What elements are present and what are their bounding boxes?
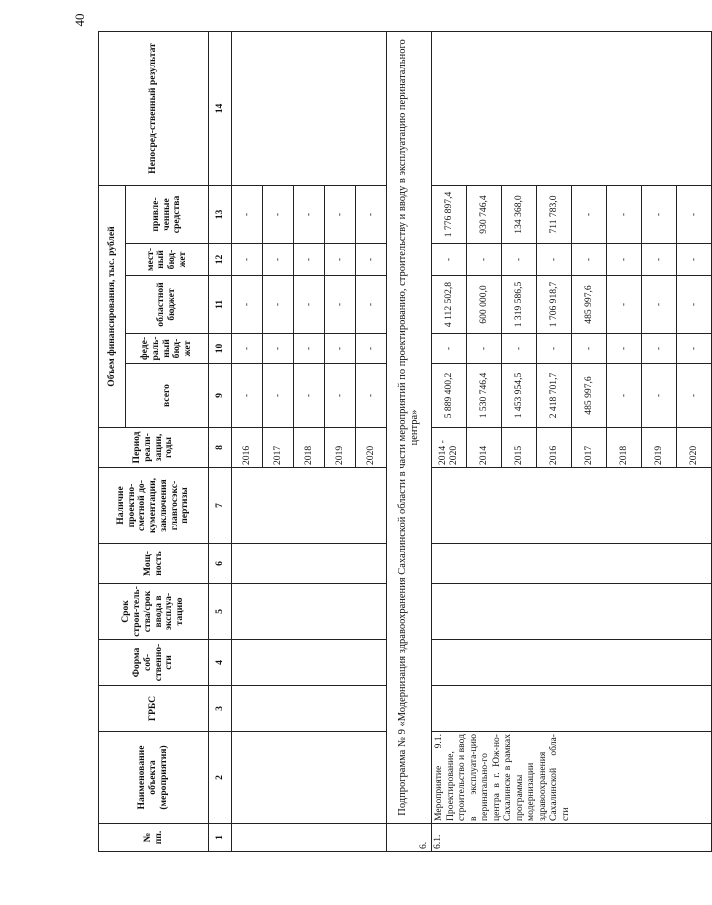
period-cell: 2017 — [263, 428, 294, 468]
federal-cell: - — [572, 334, 607, 364]
financing-table — [98, 31, 712, 852]
period-cell: 2015 — [502, 428, 537, 468]
header-col11: областной бюджет — [126, 276, 209, 334]
period-cell: 2014 — [467, 428, 502, 468]
total-cell: 2 418 701,7 — [537, 364, 572, 428]
col-number: 9 — [209, 364, 232, 428]
regional-cell: 4 112 502,8 — [432, 276, 467, 334]
empty-cell — [232, 584, 387, 640]
header-col6: Мощ-ность — [99, 544, 209, 584]
federal-cell: - — [232, 334, 263, 364]
period-cell: 2017 — [572, 428, 607, 468]
empty-cell — [432, 468, 712, 544]
local-cell: - — [263, 244, 294, 276]
federal-cell: - — [356, 334, 387, 364]
regional-cell: - — [294, 276, 325, 334]
regional-cell: - — [325, 276, 356, 334]
federal-cell: - — [294, 334, 325, 364]
local-cell: - — [572, 244, 607, 276]
federal-cell: - — [263, 334, 294, 364]
local-cell: - — [232, 244, 263, 276]
col-number: 11 — [209, 276, 232, 334]
empty-cell — [432, 544, 712, 584]
col-number: 6 — [209, 544, 232, 584]
col-number: 12 — [209, 244, 232, 276]
total-cell: - — [325, 364, 356, 428]
header-col4: Форма соб-ственно-сти — [99, 640, 209, 686]
federal-cell: - — [502, 334, 537, 364]
total-cell: 485 997,6 — [572, 364, 607, 428]
header-col7: Наличие проектно-сметной до-кументации, заключения главгосэкс-пертизы — [99, 468, 209, 544]
section-row — [387, 32, 432, 852]
attracted-cell: - — [232, 186, 263, 244]
regional-cell: - — [677, 276, 712, 334]
col-number: 7 — [209, 468, 232, 544]
local-cell: - — [432, 244, 467, 276]
section-number: 6. — [387, 824, 432, 852]
regional-cell: - — [607, 276, 642, 334]
period-cell: 2020 — [677, 428, 712, 468]
total-cell: - — [677, 364, 712, 428]
empty-cell — [432, 686, 712, 732]
header-funding-group: Объем финансирования, тыс. рублей — [99, 186, 126, 428]
header-col1: № пп. — [99, 824, 209, 852]
empty-cell — [232, 686, 387, 732]
header-col2: Наименование объекта (мероприятия) — [99, 732, 209, 824]
attracted-cell: - — [356, 186, 387, 244]
col-number: 5 — [209, 584, 232, 640]
header-col13: привле-ченные средства — [126, 186, 209, 244]
attracted-cell: 930 746,4 — [467, 186, 502, 244]
local-cell: - — [325, 244, 356, 276]
federal-cell: - — [607, 334, 642, 364]
col-number: 14 — [209, 32, 232, 186]
regional-cell: 1 319 586,5 — [502, 276, 537, 334]
period-cell: 2016 — [537, 428, 572, 468]
period-cell: 2019 — [642, 428, 677, 468]
total-cell: 1 453 954,5 — [502, 364, 537, 428]
regional-cell: - — [642, 276, 677, 334]
regional-cell: 485 997,6 — [572, 276, 607, 334]
empty-cell — [432, 584, 712, 640]
local-cell: - — [607, 244, 642, 276]
header-col9: всего — [126, 364, 209, 428]
col-number: 3 — [209, 686, 232, 732]
table-row — [232, 32, 263, 852]
federal-cell: - — [432, 334, 467, 364]
attracted-cell: - — [263, 186, 294, 244]
attracted-cell: - — [642, 186, 677, 244]
header-col8: Период реали-зации, годы — [99, 428, 209, 468]
federal-cell: - — [467, 334, 502, 364]
header-col10: феде-раль-ный бюд-жет — [126, 334, 209, 364]
attracted-cell: 711 783,0 — [537, 186, 572, 244]
total-cell: - — [263, 364, 294, 428]
document-table-rotated — [98, 32, 699, 852]
attracted-cell: - — [294, 186, 325, 244]
local-cell: - — [467, 244, 502, 276]
regional-cell: - — [232, 276, 263, 334]
local-cell: - — [537, 244, 572, 276]
attracted-cell: - — [572, 186, 607, 244]
empty-cell — [432, 640, 712, 686]
attracted-cell: 134 368,0 — [502, 186, 537, 244]
empty-cell — [232, 544, 387, 584]
empty-cell — [232, 640, 387, 686]
total-cell: - — [232, 364, 263, 428]
col-number: 10 — [209, 334, 232, 364]
regional-cell: 1 706 918,7 — [537, 276, 572, 334]
empty-cell — [232, 468, 387, 544]
result-cell — [232, 32, 387, 186]
attracted-cell: 1 776 897,4 — [432, 186, 467, 244]
federal-cell: - — [325, 334, 356, 364]
table-row — [432, 32, 467, 852]
page-number — [70, 10, 90, 30]
col-number: 1 — [209, 824, 232, 852]
local-cell: - — [677, 244, 712, 276]
page-number-text: 40 — [72, 13, 87, 27]
total-cell: - — [607, 364, 642, 428]
local-cell: - — [642, 244, 677, 276]
measure-number: 6.1. — [432, 824, 712, 852]
empty-cell — [232, 732, 387, 824]
result-cell — [432, 32, 712, 186]
federal-cell: - — [537, 334, 572, 364]
local-cell: - — [502, 244, 537, 276]
total-cell: - — [294, 364, 325, 428]
attracted-cell: - — [677, 186, 712, 244]
local-cell: - — [294, 244, 325, 276]
section-title: Подпрограмма № 9 «Модернизация здравоохранения Сахалинской области в части мероприятий по проектированию, строительству и вводу в эксплуатацию перинатального центра» — [387, 32, 432, 824]
attracted-cell: - — [607, 186, 642, 244]
regional-cell: 600 000,0 — [467, 276, 502, 334]
period-cell: 2016 — [232, 428, 263, 468]
empty-cell — [232, 824, 387, 852]
regional-cell: - — [356, 276, 387, 334]
col-number: 13 — [209, 186, 232, 244]
period-cell: 2018 — [294, 428, 325, 468]
federal-cell: - — [642, 334, 677, 364]
total-cell: - — [642, 364, 677, 428]
header-col14: Непосред-ственный результат — [99, 32, 209, 186]
col-number: 8 — [209, 428, 232, 468]
col-number: 2 — [209, 732, 232, 824]
federal-cell: - — [677, 334, 712, 364]
period-cell: 2018 — [607, 428, 642, 468]
total-cell: - — [356, 364, 387, 428]
col-number: 4 — [209, 640, 232, 686]
regional-cell: - — [263, 276, 294, 334]
period-cell: 2020 — [356, 428, 387, 468]
local-cell: - — [356, 244, 387, 276]
period-cell: 2014 - 2020 — [432, 428, 467, 468]
measure-name: Мероприятие 9.1. Проектирование, строительство и ввод в эксплуата-цию перинатально-го центра в г. Юж-но-Сахалинске в рамках программы модернизации здравоохранения Сахалинской обла-сти — [432, 732, 712, 824]
header-col12: мест-ный бюд-жет — [126, 244, 209, 276]
header-col5: Срок строи-тель-ства/срок ввода в эксплуа-тацию — [99, 584, 209, 640]
total-cell: 1 530 746,4 — [467, 364, 502, 428]
header-col3: ГРБС — [99, 686, 209, 732]
attracted-cell: - — [325, 186, 356, 244]
period-cell: 2019 — [325, 428, 356, 468]
total-cell: 5 889 400,2 — [432, 364, 467, 428]
